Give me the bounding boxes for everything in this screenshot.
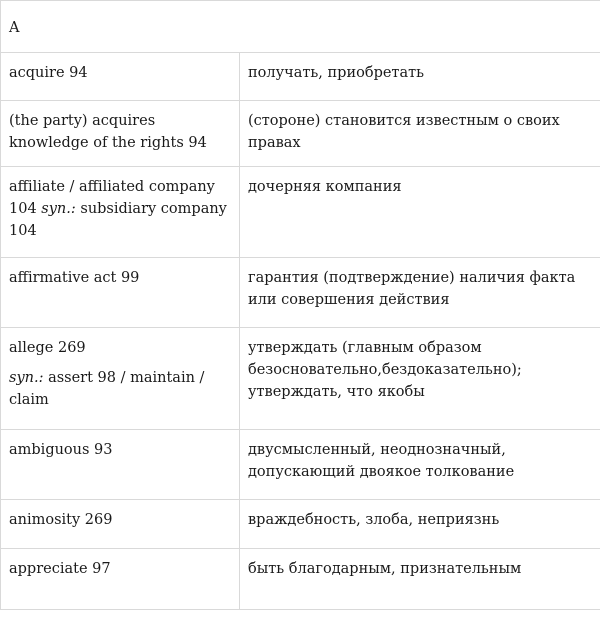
synonym-label: syn.:	[9, 370, 44, 386]
table-row	[1, 167, 600, 258]
translation-cell: двусмысленный, неоднозначный, допускающий двоякое толкование	[240, 430, 600, 500]
translation-cell: (стороне) становится известным о своих правах	[240, 101, 600, 167]
section-header-row	[1, 1, 600, 53]
table-row	[1, 500, 600, 549]
translation-cell: дочерняя компания	[240, 167, 600, 258]
synonym-label: syn.:	[41, 201, 76, 217]
term-cell: acquire 94	[1, 53, 240, 101]
translation-cell: гарантия (подтверждение) наличия факта или совершения действия	[240, 258, 600, 328]
term-cell	[1, 328, 240, 430]
table-row	[1, 258, 600, 328]
table-row	[1, 101, 600, 167]
term-synonym: assert 98 / maintain / claim	[9, 370, 205, 408]
synonym-line	[9, 367, 231, 411]
section-letter: A	[1, 1, 600, 53]
term-synonym: subsidiary company 104	[9, 201, 227, 239]
table-row	[1, 53, 600, 101]
table-row	[1, 430, 600, 500]
term-cell	[1, 167, 240, 258]
translation-cell: быть благодарным, признательным	[240, 549, 600, 610]
term-main: allege 269	[9, 340, 86, 356]
translation-cell: враждебность, злоба, неприязнь	[240, 500, 600, 549]
term-cell: appreciate 97	[1, 549, 240, 610]
term-cell: (the party) acquires knowledge of the rights 94	[1, 101, 240, 167]
table-row	[1, 549, 600, 610]
translation-cell: утверждать (главным образом безосновательно,бездоказательно); утверждать, что якобы	[240, 328, 600, 430]
table-row	[1, 328, 600, 430]
translation-cell: получать, приобретать	[240, 53, 600, 101]
term-main: affiliate / affiliated company 104	[9, 179, 215, 217]
term-cell: ambiguous 93	[1, 430, 240, 500]
term-cell: affirmative act 99	[1, 258, 240, 328]
term-cell: animosity 269	[1, 500, 240, 549]
